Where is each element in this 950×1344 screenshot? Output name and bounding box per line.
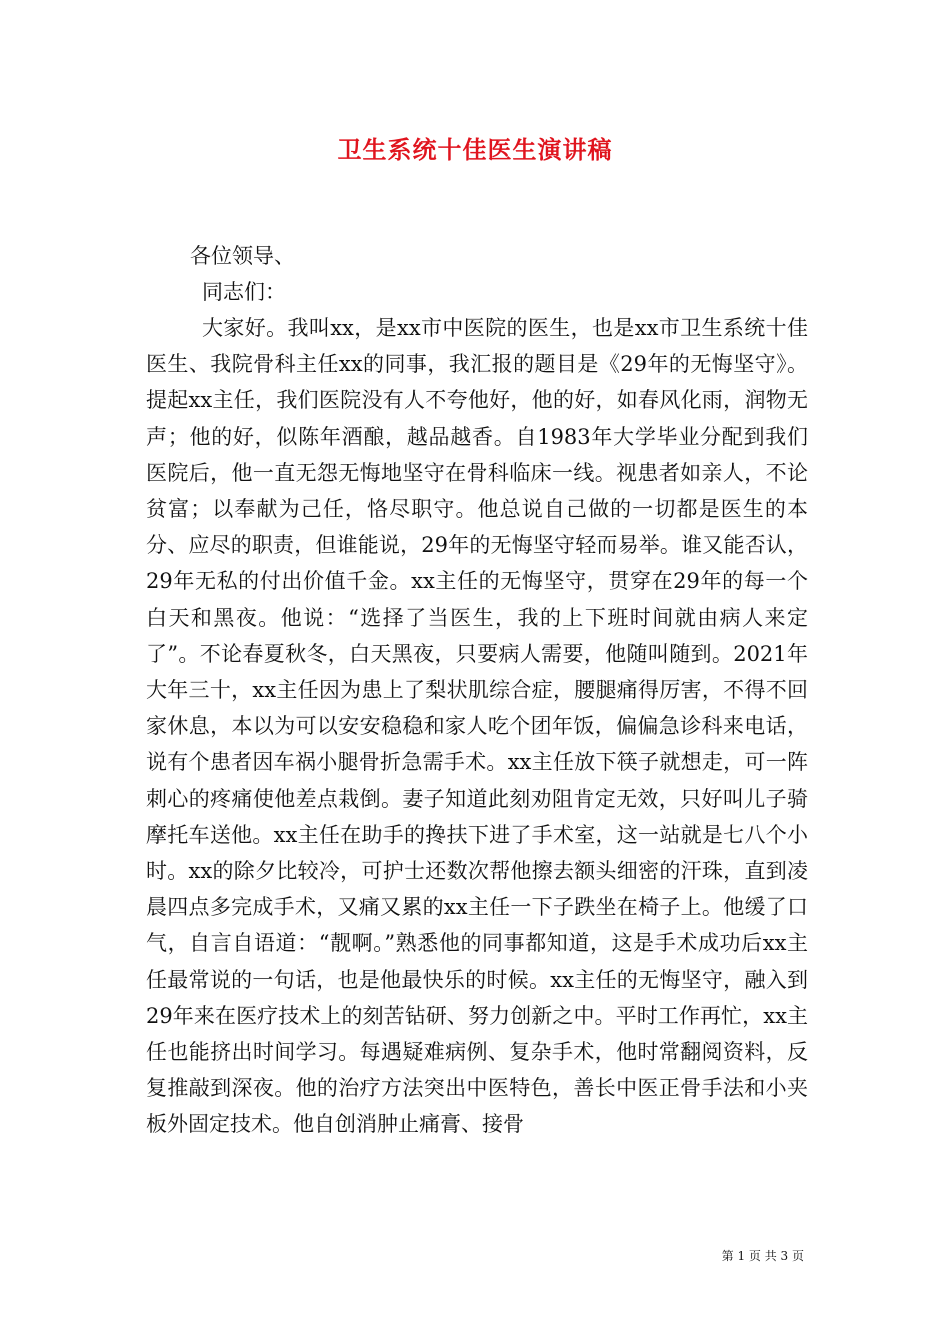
page-number-footer: 第 1 页 共 3 页 (721, 1249, 804, 1263)
salutation-comrades: 同志们： (202, 280, 286, 304)
document-body (146, 238, 808, 1143)
speech-paragraph: 大家好。我叫xx，是xx市中医院的医生，也是xx市卫生系统十佳医生、我院骨科主任xx的同事，我汇报的题目是《29年的无悔坚守》。提起xx主任，我们医院没有人不夸他好，他的好，如春风化雨，润物无声；他的好，似陈年酒酿，越品越香。自1983年大学毕业分配到我们医院后，他一直无怨无悔地坚守在骨科临床一线。视患者如亲人，不论贫富；以奉献为己任，恪尽职守。他总说自己做的一切都是医生的本分、应尽的职责，但谁能说，29年的无悔坚守轻而易举。谁又能否认，29年无私的付出价值千金。xx主任的无悔坚守，贯穿在29年的每一个白天和黑夜。他说：“选择了当医生，我的上下班时间就由病人来定了”。不论春夏秋冬，白天黑夜，只要病人需要，他随叫随到。2021年大年三十，xx主任因为患上了梨状肌综合症，腰腿痛得厉害，不得不回家休息，本以为可以安安稳稳和家人吃个团年饭，偏偏急诊科来电话，说有个患者因车祸小腿骨折急需手术。xx主任放下筷子就想走，可一阵刺心的疼痛使他差点栽倒。妻子知道此刻劝阻肯定无效，只好叫儿子骑摩托车送他。xx主任在助手的搀扶下进了手术室，这一站就是七八个小时。xx的除夕比较冷，可护士还数次帮他擦去额头细密的汗珠，直到凌晨四点多完成手术，又痛又累的xx主任一下子跌坐在椅子上。他缓了口气，自言自语道：“靓啊。”熟悉他的同事都知道，这是手术成功后xx主任最常说的一句话，也是他最快乐的时候。xx主任的无悔坚守，融入到29年来在医疗技术上的刻苦钻研、努力创新之中。平时工作再忙，xx主任也能挤出时间学习。每遇疑难病例、复杂手术，他时常翻阅资料，反复推敲到深夜。他的治疗方法突出中医特色，善长中医正骨手法和小夹板外固定技术。他自创消肿止痛膏、接骨 (146, 316, 808, 1137)
document-title: 卫生系统十佳医生演讲稿 (337, 135, 613, 164)
salutation-leaders: 各位领导、 (190, 244, 295, 268)
